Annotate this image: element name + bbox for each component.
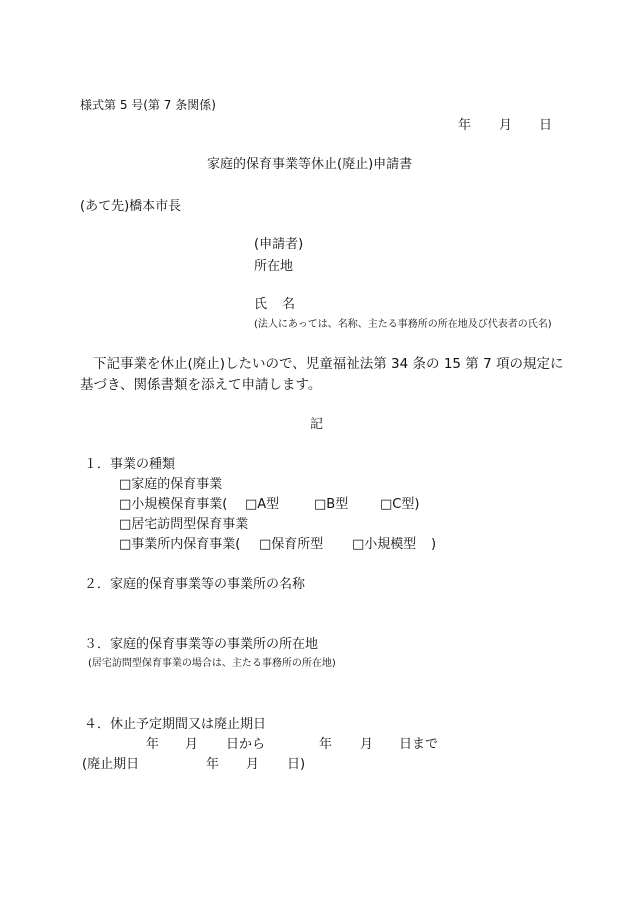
- period-to-day: 日まで: [399, 737, 439, 752]
- ki-mark: 記: [310, 417, 324, 432]
- date-month-label: 月: [499, 118, 513, 133]
- abolition-label: (廃止期日: [82, 757, 140, 772]
- body-line-1: 下記事業を休止(廃止)したいので、児童福祉法第 34 条の 15 第 7 項の規定に: [93, 356, 564, 372]
- name-label-2: 名: [282, 297, 296, 312]
- item-jigyosho-close: ): [431, 537, 437, 552]
- form-number: 様式第 5 号(第 7 条関係): [80, 98, 216, 112]
- name-note: (法人にあっては、名称、主たる事務所の所在地及び代表者の氏名): [254, 319, 552, 330]
- section4-heading: ４．休止予定期間又は廃止期日: [84, 717, 267, 732]
- item-shokibo-a: □A型: [245, 497, 280, 512]
- addressee: (あて先)橋本市長: [80, 199, 182, 214]
- section2-heading: ２．家庭的保育事業等の事業所の名称: [84, 577, 306, 592]
- item-kateiteki: □家庭的保育事業: [119, 477, 223, 492]
- abolition-day: 日): [287, 757, 306, 772]
- applicant-heading: (申請者): [254, 237, 304, 252]
- period-from-year: 年: [146, 737, 160, 752]
- item-shokibo-b: □B型: [314, 497, 349, 512]
- section3-note: (居宅訪問型保育事業の場合は、主たる事務所の所在地): [88, 658, 336, 669]
- abolition-month: 月: [246, 757, 260, 772]
- document-title: 家庭的保育事業等休止(廃止)申請書: [207, 157, 413, 172]
- period-to-year: 年: [319, 737, 333, 752]
- item-shokibo: □小規模保育事業(: [119, 497, 228, 512]
- section3-heading: ３．家庭的保育事業等の事業所の所在地: [84, 637, 319, 652]
- item-jigyosho: □事業所内保育事業(: [119, 537, 241, 552]
- date-year-label: 年: [458, 118, 472, 133]
- item-shokibo-c: □C型): [380, 497, 420, 512]
- body-line-2: 基づき、関係書類を添えて申請します。: [80, 377, 322, 393]
- section1-heading: １．事業の種類: [84, 457, 176, 472]
- item-jigyosho-shokibo: □小規模型: [352, 537, 417, 552]
- period-from-day: 日から: [226, 737, 266, 752]
- abolition-year: 年: [206, 757, 220, 772]
- period-from-month: 月: [185, 737, 199, 752]
- item-kyotaku: □居宅訪問型保育事業: [119, 517, 249, 532]
- item-jigyosho-hoikusho: □保育所型: [259, 537, 324, 552]
- date-day-label: 日: [539, 118, 553, 133]
- name-label-1: 氏: [254, 297, 268, 312]
- period-to-month: 月: [360, 737, 374, 752]
- address-label: 所在地: [254, 259, 294, 274]
